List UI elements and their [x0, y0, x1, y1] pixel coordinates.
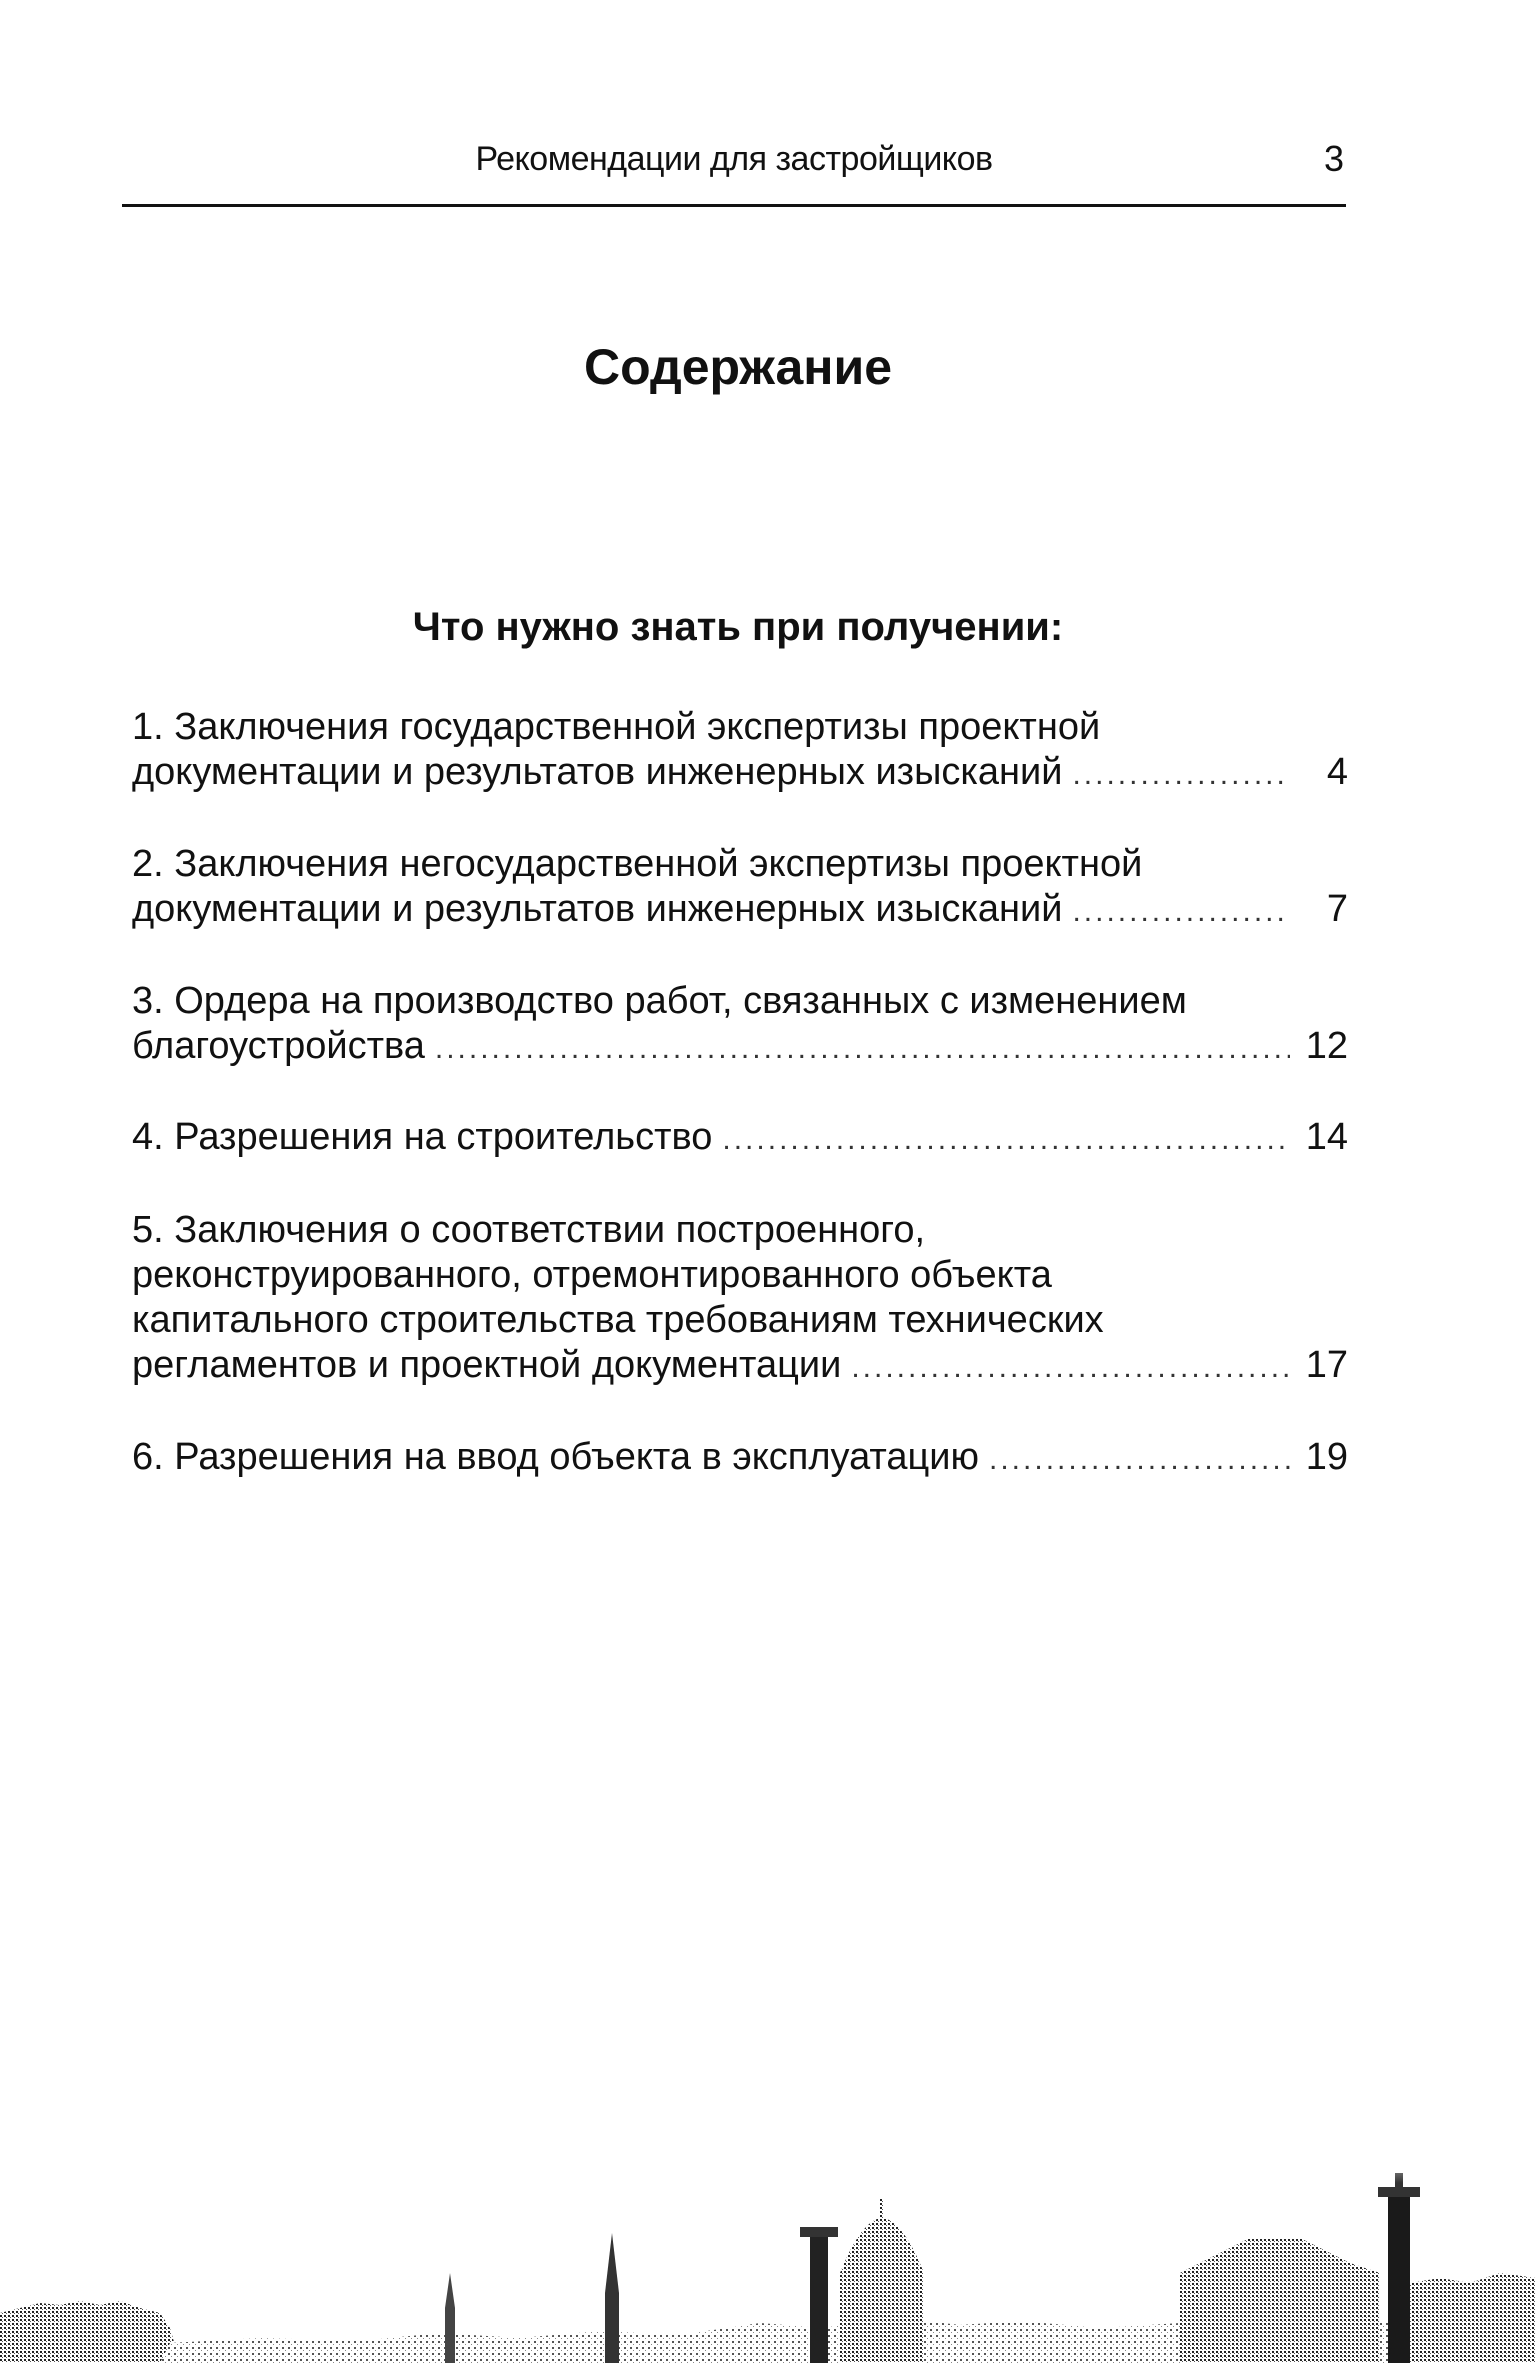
skyline-left-buildings [0, 2301, 180, 2363]
toc-page-number: 14 [1305, 1116, 1348, 1158]
skyline-right-tail [1410, 2273, 1536, 2363]
section-subtitle: Что нужно знать при получении: [412, 605, 1064, 649]
dot-leader [722, 1117, 1290, 1162]
skyline-column-left [810, 2233, 828, 2363]
toc-entry-text: регламентов и проектной документации [132, 1344, 842, 1386]
toc-entry-text: документации и результатов инженерных изысканий [132, 751, 1063, 793]
toc-entry-3[interactable] [132, 979, 1348, 1071]
toc-entry-text: 5. Заключения о соответствии построенного, [132, 1209, 926, 1251]
toc-entry-4[interactable] [132, 1115, 1348, 1162]
skyline-spire-center-left [605, 2233, 619, 2363]
toc-entry-1[interactable] [132, 705, 1348, 797]
toc-entry-text: 4. Разрешения на строительство [132, 1116, 713, 1158]
skyline-column-right [1388, 2193, 1410, 2363]
toc-entry-2[interactable] [132, 842, 1348, 934]
dot-leader [435, 1026, 1290, 1071]
toc-entry-text: 6. Разрешения на ввод объекта в эксплуатацию [132, 1436, 980, 1478]
page-number: 3 [1323, 138, 1344, 179]
toc-entry-text: благоустройства [132, 1025, 425, 1067]
toc-page-number: 7 [1326, 888, 1348, 930]
skyline-spire-left [445, 2273, 455, 2363]
toc-entry-text: 1. Заключения государственной экспертизы проектной [132, 706, 1101, 748]
toc-entry-text: документации и результатов инженерных изысканий [132, 888, 1063, 930]
dot-leader [851, 1345, 1290, 1390]
toc-page-number: 17 [1305, 1344, 1348, 1386]
running-header-title: Рекомендации для застройщиков [475, 140, 993, 178]
toc-entry-text: 3. Ордера на производство работ, связанных с изменением [132, 980, 1187, 1022]
dot-leader [989, 1437, 1290, 1482]
toc-entry-text: реконструированного, отремонтированного объекта [132, 1254, 1052, 1296]
toc-entry-text: 2. Заключения негосударственной экспертизы проектной [132, 843, 1143, 885]
toc-entry-5[interactable] [132, 1208, 1348, 1390]
dot-leader [1072, 752, 1290, 797]
toc-page-number: 12 [1305, 1025, 1348, 1067]
toc-entry-text: капитального строительства требованиям технических [132, 1299, 1104, 1341]
dot-leader [1072, 889, 1290, 934]
skyline-right-building [1180, 2238, 1380, 2363]
toc-page-number: 19 [1305, 1436, 1348, 1478]
skyline-dome [840, 2198, 924, 2363]
toc-page-number: 4 [1326, 751, 1348, 793]
running-header [122, 128, 1346, 207]
city-skyline-illustration [0, 2143, 1536, 2363]
page-title: Содержание [583, 339, 893, 395]
toc-entry-6[interactable] [132, 1435, 1348, 1482]
